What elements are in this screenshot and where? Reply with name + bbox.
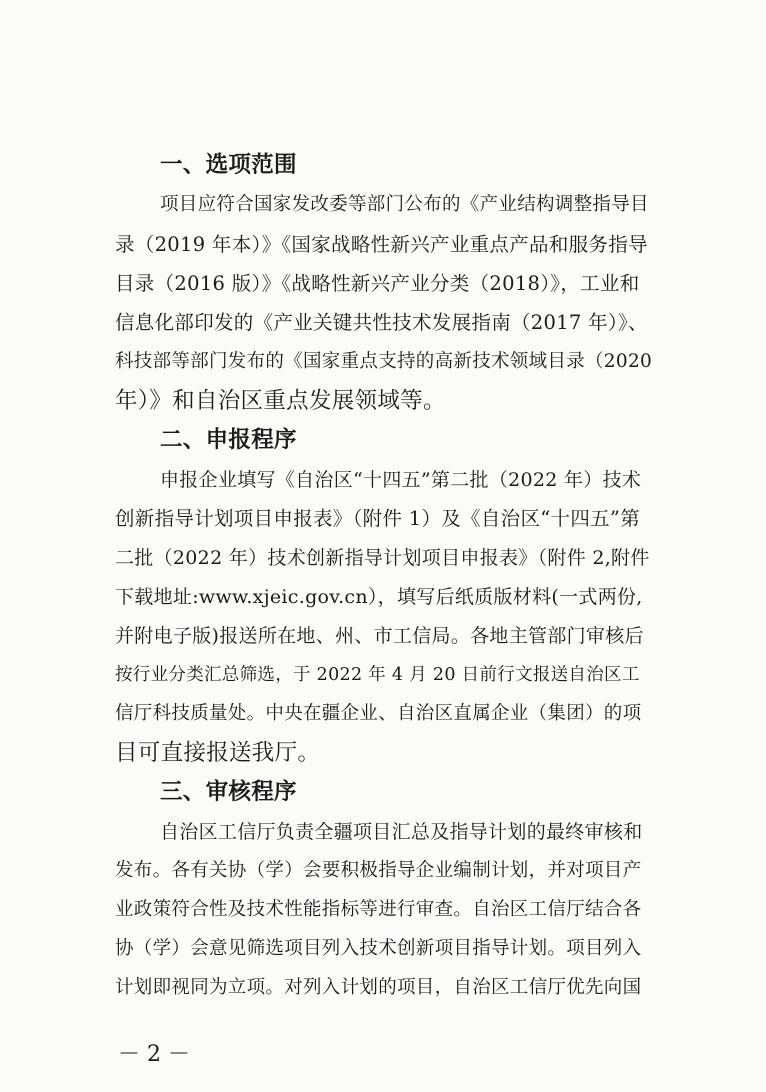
paragraph-line: 业政策符合性及技术性能指标等进行审查。自治区工信厅结合各	[115, 899, 642, 920]
paragraph-line: 自治区工信厅负责全疆项目汇总及指导计划的最终审核和	[160, 821, 643, 843]
page-number: － 2 －	[118, 1042, 190, 1067]
paragraph-line: 计划即视同为立项。对列入计划的项目，自治区工信厅优先向国	[115, 977, 642, 998]
section-heading-scope: 一、选项范围	[160, 152, 297, 178]
paragraph-line: 按行业分类汇总筛选，于 2022 年 4 月 20 日前行文报送自治区工	[115, 665, 640, 685]
paragraph-line: 目录（2016 版）》《战略性新兴产业分类（2018）》，工业和	[115, 272, 640, 295]
paragraph-line: 科技部等部门发布的《国家重点支持的高新技术领域目录（2020	[115, 351, 653, 372]
paragraph-line: 申报企业填写《自治区“十四五”第二批（2022 年）技术	[160, 469, 642, 491]
paragraph-line: 创新指导计划项目申报表》（附件 1）及《自治区“十四五”第	[115, 507, 640, 530]
paragraph-line: 发布。各有关协（学）会要积极指导企业编制计划，并对项目产	[115, 860, 642, 881]
section-heading-procedure: 二、申报程序	[160, 427, 297, 453]
paragraph-line: 并附电子版)报送所在地、州、市工信局。各地主管部门审核后	[115, 625, 644, 647]
paragraph-line: 信息化部印发的《产业关键共性技术发展指南（2017 年）》、	[115, 311, 648, 334]
paragraph-line: 项目应符合国家发改委等部门公布的《产业结构调整指导目	[160, 194, 649, 215]
paragraph-line: 协（学）会意见筛选项目列入技术创新项目指导计划。项目列入	[115, 938, 642, 959]
paragraph-line: 二批（2022 年）技术创新指导计划项目申报表》（附件 2,附件	[115, 547, 650, 569]
paragraph-line: 下载地址:www.xjeic.gov.cn），填写后纸质版材料(一式两份,	[115, 586, 643, 608]
paragraph-line: 目可直接报送我厅。	[115, 740, 321, 766]
paragraph-line: 录（2019 年本）》《国家战略性新兴产业重点产品和服务指导	[115, 233, 648, 256]
section-heading-review: 三、审核程序	[160, 779, 297, 805]
paragraph-line: 年）》和自治区重点发展领域等。	[115, 388, 446, 414]
paragraph-line: 信厅科技质量处。中央在疆企业、自治区直属企业（集团）的项	[115, 703, 642, 724]
